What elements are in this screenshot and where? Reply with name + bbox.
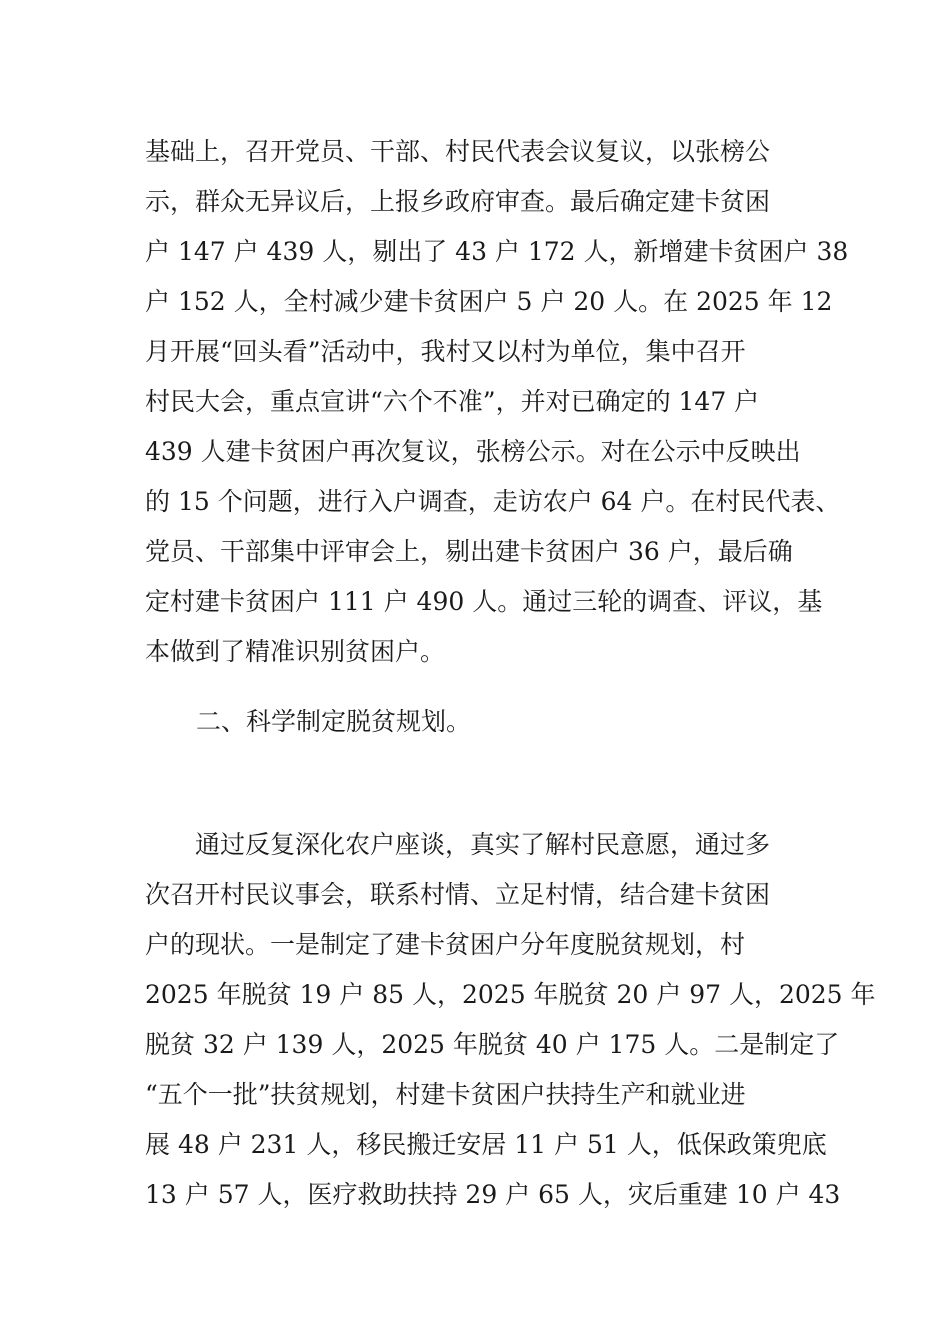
paragraph-line: 次召开村民议事会，联系村情、立足村情，结合建卡贫困: [145, 880, 771, 909]
paragraph-line: 户的现状。一是制定了建卡贫困户分年度脱贫规划，村: [145, 930, 746, 959]
paragraph-line: 2025 年脱贫 19 户 85 人，2025 年脱贫 20 户 97 人，2025 年: [145, 980, 876, 1009]
section-heading-text: 二、科学制定脱贫规划。: [196, 707, 472, 736]
paragraph-2: [145, 820, 876, 1220]
section-heading: [196, 697, 871, 747]
paragraph-line: 13 户 57 人，医疗救助扶持 29 户 65 人，灾后重建 10 户 43: [145, 1180, 841, 1209]
paragraph-line: 展 48 户 231 人，移民搬迁安居 11 户 51 人，低保政策兜底: [145, 1130, 827, 1159]
paragraph-line: 党员、干部集中评审会上，剔出建卡贫困户 36 户，最后确: [145, 537, 793, 566]
paragraph-line: 户 152 人，全村减少建卡贫困户 5 户 20 人。在 2025 年 12: [145, 287, 833, 316]
paragraph-1: [145, 127, 849, 677]
paragraph-line: 脱贫 32 户 139 人，2025 年脱贫 40 户 175 人。二是制定了: [145, 1030, 840, 1059]
paragraph-line: 通过反复深化农户座谈，真实了解村民意愿，通过多: [145, 830, 771, 859]
paragraph-line: 基础上，召开党员、干部、村民代表会议复议，以张榜公: [145, 137, 771, 166]
paragraph-line: 的 15 个问题，进行入户调查，走访农户 64 户。在村民代表、: [145, 487, 841, 516]
paragraph-line: 月开展“回头看”活动中，我村又以村为单位，集中召开: [145, 337, 746, 366]
paragraph-line: 村民大会，重点宣讲“六个不准”，并对已确定的 147 户: [145, 387, 760, 416]
paragraph-line: 定村建卡贫困户 111 户 490 人。通过三轮的调查、评议，基: [145, 587, 823, 616]
paragraph-line: “五个一批”扶贫规划，村建卡贫困户扶持生产和就业进: [145, 1080, 746, 1109]
paragraph-line: 户 147 户 439 人，剔出了 43 户 172 人，新增建卡贫困户 38: [145, 237, 849, 266]
paragraph-line: 439 人建卡贫困户再次复议，张榜公示。对在公示中反映出: [145, 437, 801, 466]
paragraph-line: 本做到了精准识别贫困户。: [145, 637, 446, 666]
paragraph-line: 示，群众无异议后，上报乡政府审查。最后确定建卡贫困: [145, 187, 771, 216]
